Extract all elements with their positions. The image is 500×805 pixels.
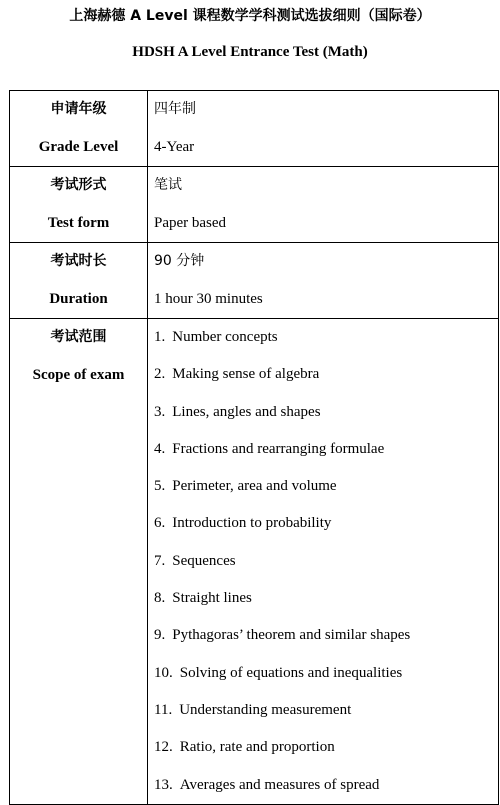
- scope-item: [148, 394, 498, 431]
- label-en: Grade Level: [38, 138, 119, 155]
- scope-list-cell: [148, 319, 499, 805]
- scope-item-number: 5.: [154, 478, 166, 495]
- label-cn: 考试形式: [50, 177, 107, 193]
- scope-item-text: Making sense of algebra: [172, 366, 320, 383]
- scope-item-text: Number concepts: [172, 329, 278, 345]
- value-cn: 四年制: [154, 101, 196, 117]
- scope-item: [148, 356, 498, 393]
- scope-item-text: Straight lines: [172, 590, 252, 607]
- page-title-en: HDSH A Level Entrance Test (Math): [132, 44, 368, 60]
- scope-item: [148, 543, 498, 580]
- scope-item-number: 6.: [154, 515, 166, 532]
- scope-item-number: 3.: [154, 403, 166, 420]
- scope-item-number: 12.: [154, 739, 173, 756]
- label-cell: [10, 167, 148, 243]
- label-cell: [10, 319, 148, 805]
- scope-item-number: 4.: [154, 440, 166, 457]
- scope-item-number: 9.: [154, 627, 166, 644]
- scope-item-text: Sequences: [172, 552, 236, 569]
- label-en: Test form: [47, 214, 110, 231]
- scope-item: [148, 319, 498, 356]
- value-en: 1 hour 30 minutes: [154, 290, 263, 307]
- scope-item-text: Pythagoras’ theorem and similar shapes: [172, 627, 411, 644]
- scope-item-number: 7.: [154, 552, 166, 569]
- scope-item: [148, 617, 498, 654]
- scope-item-number: 13.: [154, 776, 173, 793]
- scope-item-text: Solving of equations and inequalities: [179, 664, 403, 681]
- label-cell: [10, 243, 148, 319]
- scope-item-text: Ratio, rate and proportion: [179, 739, 335, 756]
- value-en: Paper based: [154, 214, 227, 231]
- scope-item-text: Perimeter, area and volume: [172, 478, 337, 495]
- scope-item-number: 11.: [154, 701, 173, 718]
- label-cn: 考试时长: [50, 253, 107, 269]
- table-row-test-form: [10, 167, 499, 243]
- scope-item: [148, 468, 498, 505]
- scope-item-number: 10.: [154, 664, 173, 681]
- scope-item: [148, 655, 498, 692]
- scope-item-text: Fractions and rearranging formulae: [172, 440, 385, 457]
- label-en: Scope of exam: [32, 366, 125, 383]
- table-row-grade-level: [10, 91, 499, 167]
- page-title-cn: 上海赫德 A Level 课程数学学科测试选拔细则（国际卷）: [69, 8, 431, 24]
- label-cn: 考试范围: [50, 329, 107, 345]
- value-cell: [148, 243, 499, 319]
- table-row-duration: [10, 243, 499, 319]
- value-cn: 笔试: [154, 177, 182, 193]
- scope-item: [148, 692, 498, 729]
- scope-item: [148, 505, 498, 542]
- scope-item: [148, 580, 498, 617]
- scope-item-number: 1.: [154, 329, 166, 345]
- scope-item: [148, 767, 498, 804]
- label-cn: 申请年级: [50, 101, 107, 117]
- value-cell: [148, 167, 499, 243]
- label-en: Duration: [49, 290, 108, 307]
- value-en: 4-Year: [154, 138, 195, 155]
- scope-item-number: 2.: [154, 366, 166, 383]
- scope-item-text: Averages and measures of spread: [179, 776, 380, 793]
- scope-item-text: Lines, angles and shapes: [172, 403, 321, 420]
- scope-item-text: Introduction to probability: [172, 515, 332, 532]
- exam-info-table: [9, 90, 499, 805]
- table-row-scope: [10, 319, 499, 805]
- scope-item: [148, 729, 498, 766]
- value-cn: 90 分钟: [154, 253, 205, 269]
- scope-item-number: 8.: [154, 590, 166, 607]
- value-cell: [148, 91, 499, 167]
- scope-item-text: Understanding measurement: [179, 701, 352, 718]
- scope-item: [148, 431, 498, 468]
- label-cell: [10, 91, 148, 167]
